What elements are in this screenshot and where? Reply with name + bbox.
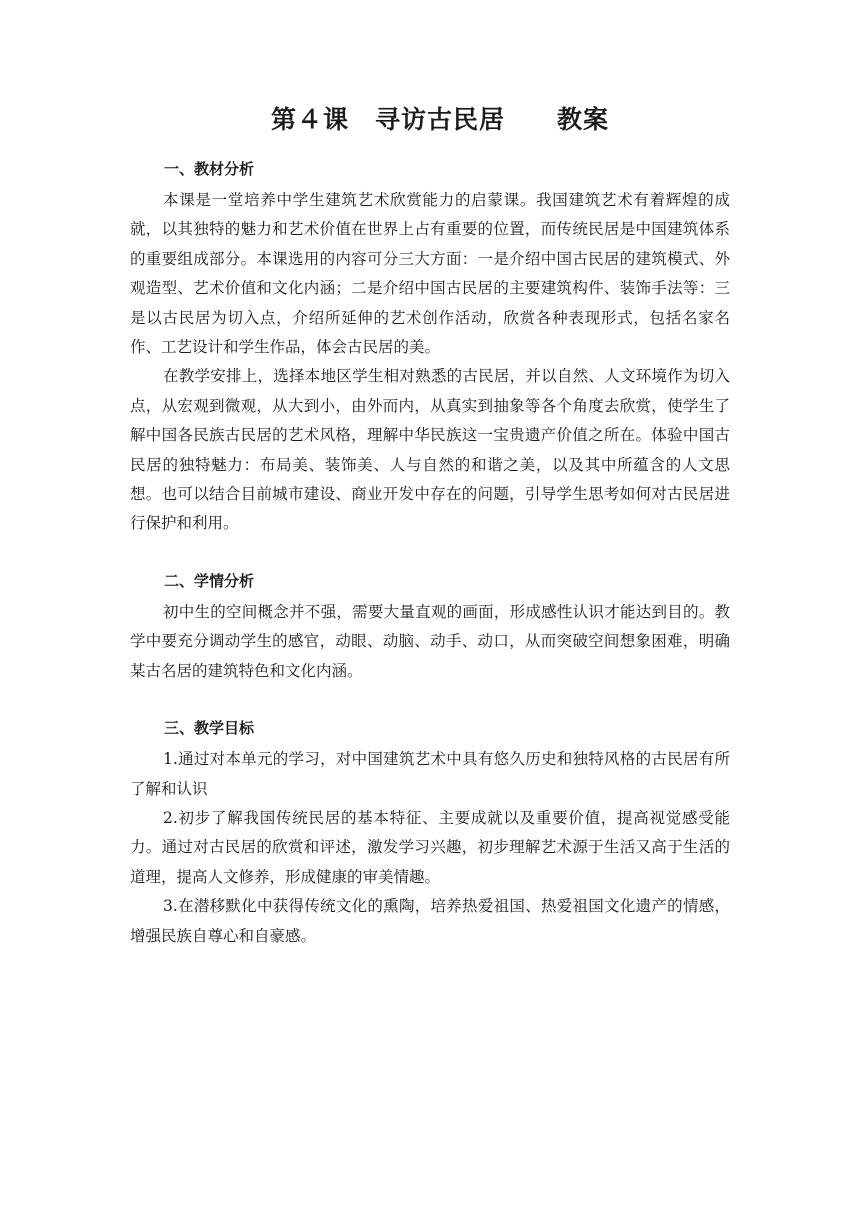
paragraph: 在教学安排上，选择本地区学生相对熟悉的古民居，并以自然、人文环境作为切入点，从宏观到微观，从大到小，由外而内，从真实到抽象等各个角度去欣赏，使学生了解中国各民族古民居的艺术风格，理解中华民族这一宝贵遗产价值之所在。体验中国古民居的独特魅力：布局美、装饰美、人与自然的和谐之美，以及其中所蕴含的人文思想。也可以结合目前城市建设、商业开发中存在的问题，引导学生思考如何对古民居进行保护和利用。 <box>130 367 730 533</box>
document-title: 第４课 寻访古民居 教案 <box>270 105 609 134</box>
section-heading: 二、学情分析 <box>164 571 255 590</box>
goal-item: 3.在潜移默化中获得传统文化的熏陶，培养热爱祖国、热爱祖国文化遗产的情感，增强民族自尊心和自豪感。 <box>130 897 730 945</box>
section-spacer <box>130 686 730 715</box>
section-textbook-analysis <box>130 156 730 539</box>
section-student-analysis <box>130 568 730 686</box>
section-heading: 一、教材分析 <box>164 160 255 178</box>
goal-item: 2.初步了解我国传统民居的基本特征、主要成就以及重要价值，提高视觉感受能力。通过对古民居的欣赏和评述，激发学习兴趣，初步理解艺术源于生活又高于生活的道理，提高人文修养，形成健康的审美情趣。 <box>130 808 730 886</box>
paragraph: 初中生的空间概念并不强，需要大量直观的画面，形成感性认识才能达到目的。教学中要充分调动学生的感官，动眼、动脑、动手、动口，从而突破空间想象困难，明确某古名居的建筑特色和文化内涵。 <box>130 602 730 680</box>
section-heading: 三、教学目标 <box>164 719 255 738</box>
paragraph: 本课是一堂培养中学生建筑艺术欣赏能力的启蒙课。我国建筑艺术有着辉煌的成就，以其独特的魅力和艺术价值在世界上占有重要的位置，而传统民居是中国建筑体系的重要组成部分。本课选用的内容可分三大方面：一是介绍中国古民居的建筑模式、外观造型、艺术价值和文化内涵；二是介绍中国古民居的主要建筑构件、装饰手法等：三是以古民居为切入点，介绍所延伸的艺术创作活动，欣赏各种表现形式，包括名家名作、工艺设计和学生作品，体会古民居的美。 <box>130 191 730 357</box>
document-page <box>130 100 730 951</box>
section-spacer <box>130 539 730 568</box>
section-teaching-goals <box>130 715 730 951</box>
goal-item: 1.通过对本单元的学习，对中国建筑艺术中具有悠久历史和独特风格的古民居有所了解和认识 <box>130 750 730 798</box>
